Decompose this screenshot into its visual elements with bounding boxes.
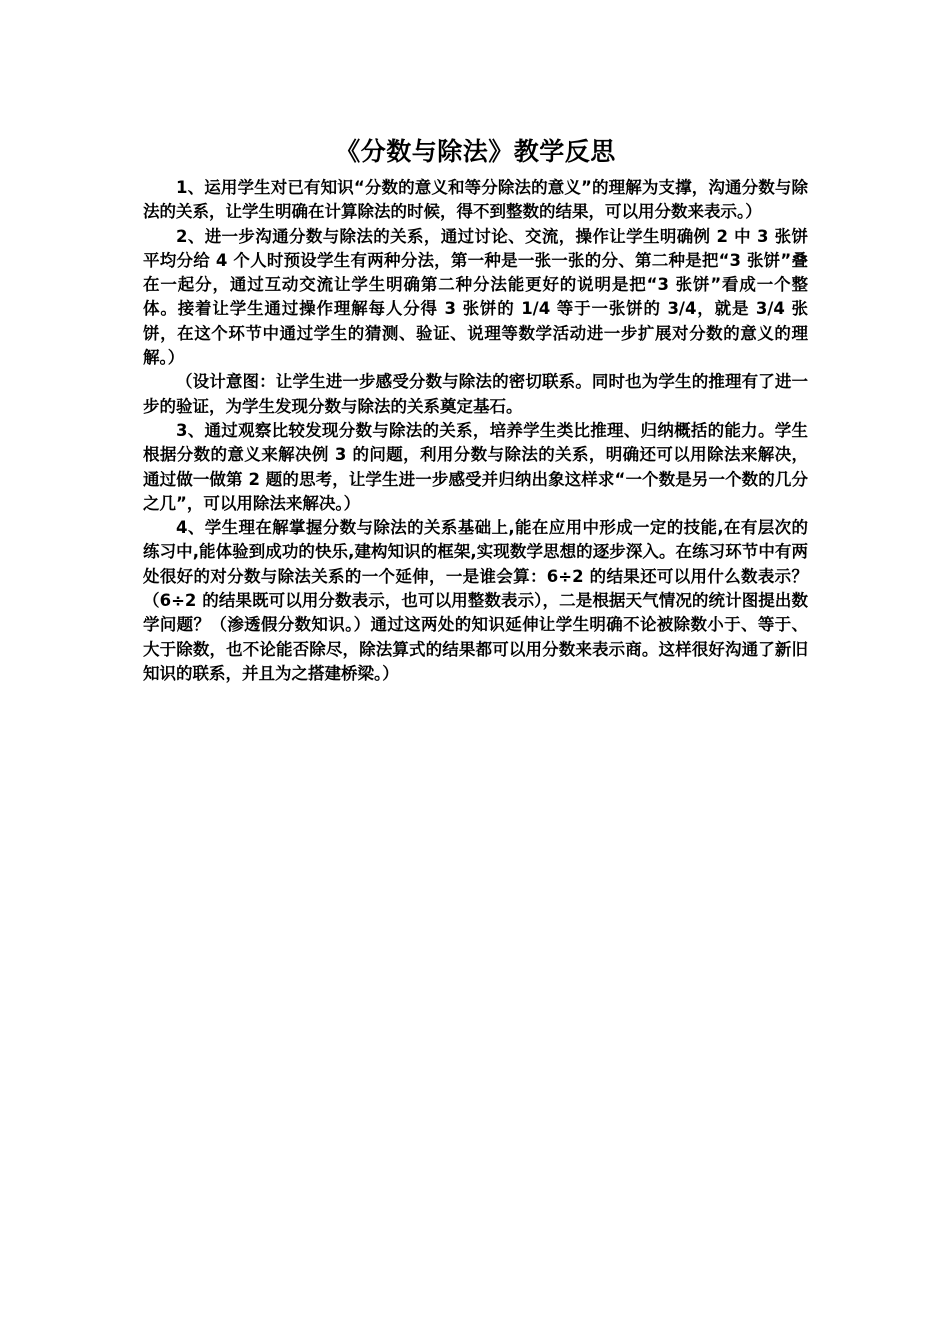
paragraph-5: 4、学生理在解掌握分数与除法的关系基础上,能在应用中形成一定的技能,在有层次的练习中,能体验到成功的快乐,建构知识的框架,实现数学思想的逐步深入。在练习环节中有两处很好的对分数与除法关系的一个延伸，一是谁会算：6÷2 的结果还可以用什么数表示？（6÷2 的结果既可以用分数表示，也可以用整数表示），二是根据天气情况的统计图提出数学问题？（渗透假分数知识。）通过这两处的知识延伸让学生明确不论被除数小于、等于、大于除数，也不论能否除尽，除法算式的结果都可以用分数来表示商。这样很好沟通了新旧知识的联系，并且为之搭建桥梁。） <box>143 518 808 683</box>
paragraph-4: 3、通过观察比较发现分数与除法的关系，培养学生类比推理、归纳概括的能力。学生根据分数的意义来解决例 3 的问题，利用分数与除法的关系，明确还可以用除法来解决，通过做一做第 2 题的思考，让学生进一步感受并归纳出象这样求“一个数是另一个数的几分之几”，可以用除法来解决。） <box>143 420 808 513</box>
paragraph-3-design-intent: （设计意图：让学生进一步感受分数与除法的密切联系。同时也为学生的推理有了进一步的验证，为学生发现分数与除法的关系奠定基石。 <box>143 372 808 416</box>
document-body <box>143 176 808 686</box>
paragraph-2: 2、进一步沟通分数与除法的关系，通过讨论、交流，操作让学生明确例 2 中 3 张饼平均分给 4 个人时预设学生有两种分法，第一种是一张一张的分、第二种是把“3 张饼”叠在一起分，通过互动交流让学生明确第二种分法能更好的说明是把“3 张饼”看成一个整体。接着让学生通过操作理解每人分得 3 张饼的 1/4 等于一张饼的 3/4，就是 3/4 张饼，在这个环节中通过学生的猜测、验证、说理等数学活动进一步扩展对分数的意义的理解。） <box>143 226 808 368</box>
paragraph-1: 1、运用学生对已有知识“分数的意义和等分除法的意义”的理解为支撑，沟通分数与除法的关系，让学生明确在计算除法的时候，得不到整数的结果，可以用分数来表示。） <box>143 178 808 222</box>
document-title: 《分数与除法》教学反思 <box>335 137 616 166</box>
